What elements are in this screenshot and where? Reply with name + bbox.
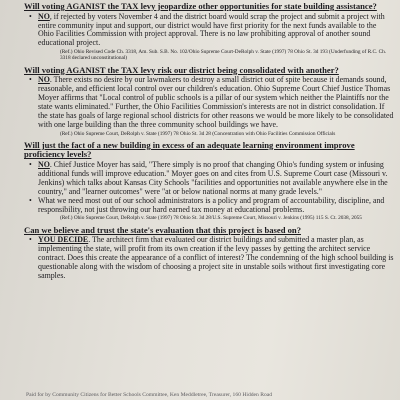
- item-lead: NO: [38, 75, 50, 85]
- bullet-item: [24, 197, 394, 222]
- item-text: What we need most out of our school administrators is a policy and program of accountability, discipline, and responsibility, not just throwing our hard earned tax money at educational problems.: [38, 195, 385, 214]
- document-body: [24, 2, 394, 285]
- item-lead: YOU DECIDE: [38, 235, 89, 245]
- section-question: Will just the fact of a new building in excess of an adequate learning environment improve proficiency levels?: [24, 139, 355, 160]
- bullet-icon: •: [29, 195, 32, 205]
- section-state-assistance: [24, 2, 394, 62]
- footer-disclaimer: Paid for by Community Citizens for Better Schools Committee, Ken Meddletree, Treasurer, 160 Hidden Road: [26, 392, 273, 398]
- section-question: Will voting AGANIST the TAX levy risk our district being consolidated with another?: [24, 64, 339, 75]
- item-reference: (Ref.) Ohio Supreme Court, DeRolph v. State (1997) 78 Ohio St. 3d 28 (Concentration with Ohio Facilities Commission Officials: [60, 130, 336, 137]
- section-proficiency: [24, 141, 394, 222]
- bullet-item: [24, 236, 394, 281]
- bullet-item: [24, 13, 394, 62]
- section-state-evaluation: [24, 226, 394, 281]
- bullet-icon: •: [29, 11, 32, 21]
- item-text: . Chief Justice Moyer has said, "There simply is no proof that changing Ohio's funding system or infusing additional funds will improve education." Moyer goes on and cites from U.S. Supreme Court case (Missouri v. Jenkins) which talks about Kansas City Schools "facilities and opportunities not available anywhere else in the country," and "learner outcomes" were "at or below national norms at many grade levels.": [38, 160, 388, 196]
- bullet-icon: •: [29, 75, 32, 85]
- item-text: , if rejected by voters November 4 and the district board would scrap the project and submit a project with entire community input and support, our district would have first priority for the next funds available to the Ohio Facilities Commission with project approval. There is no law prohibiting approval of another sound educational project.: [38, 11, 385, 48]
- section-question: Will voting AGANIST the TAX levy jeopardize other opportunities for state building assistance?: [24, 1, 377, 11]
- bullet-icon: •: [29, 160, 32, 170]
- section-consolidation: [24, 66, 394, 137]
- item-reference: (Ref.) Ohio Supreme Court, DeRolph v. State (1997) 78 Ohio St. 3d 28/U.S. Supreme Court, Missouri v. Jenkins (1995) 115 S. Ct. 2038, 2055: [60, 215, 362, 222]
- item-lead: NO: [38, 11, 50, 21]
- item-reference: (Ref.) Ohio Revised Code Ch. 3318, Am. Sub. S.B. No. 102/Ohio Supreme Court-DeRolph v. State (1997) 78 Ohio St. 3d 193 (Underfunding of R.C. Ch. 3318 declared unconstitutional): [60, 49, 387, 62]
- bullet-icon: •: [29, 235, 32, 245]
- bullet-item: [24, 161, 394, 197]
- item-text: . There exists no desire by our lawmakers to destroy a small district out of spite because it demands sound, reasonable, and efficient local control over our children's education. Ohio Supreme Court Chief Justice Thomas Moyer affirms that "Local control of public schools is a pillar of our system which neither the Plaintiffs nor the state wants eliminated." Further, the Ohio Facilities Commission's interests are not in district consolidation. If the state has goals of large regional school districts for other reasons we would be more likely to be consolidated with one large building than the three community school buildings we have.: [38, 75, 394, 129]
- item-lead: NO: [38, 160, 50, 170]
- section-question: Can we believe and trust the state's evaluation that this project is based on?: [24, 224, 301, 235]
- bullet-item: [24, 76, 394, 137]
- item-text: . The architect firm that evaluated our district buildings and submitted a master plan, as implementing the state, will profit from its own creation if the levy passes by getting the architect service contract. Does this create the appearance of a conflict of interest? The condemning of the high school building is questionable along with the wisdom of choosing a project site in unstable soils without first investigating core samples.: [38, 235, 394, 280]
